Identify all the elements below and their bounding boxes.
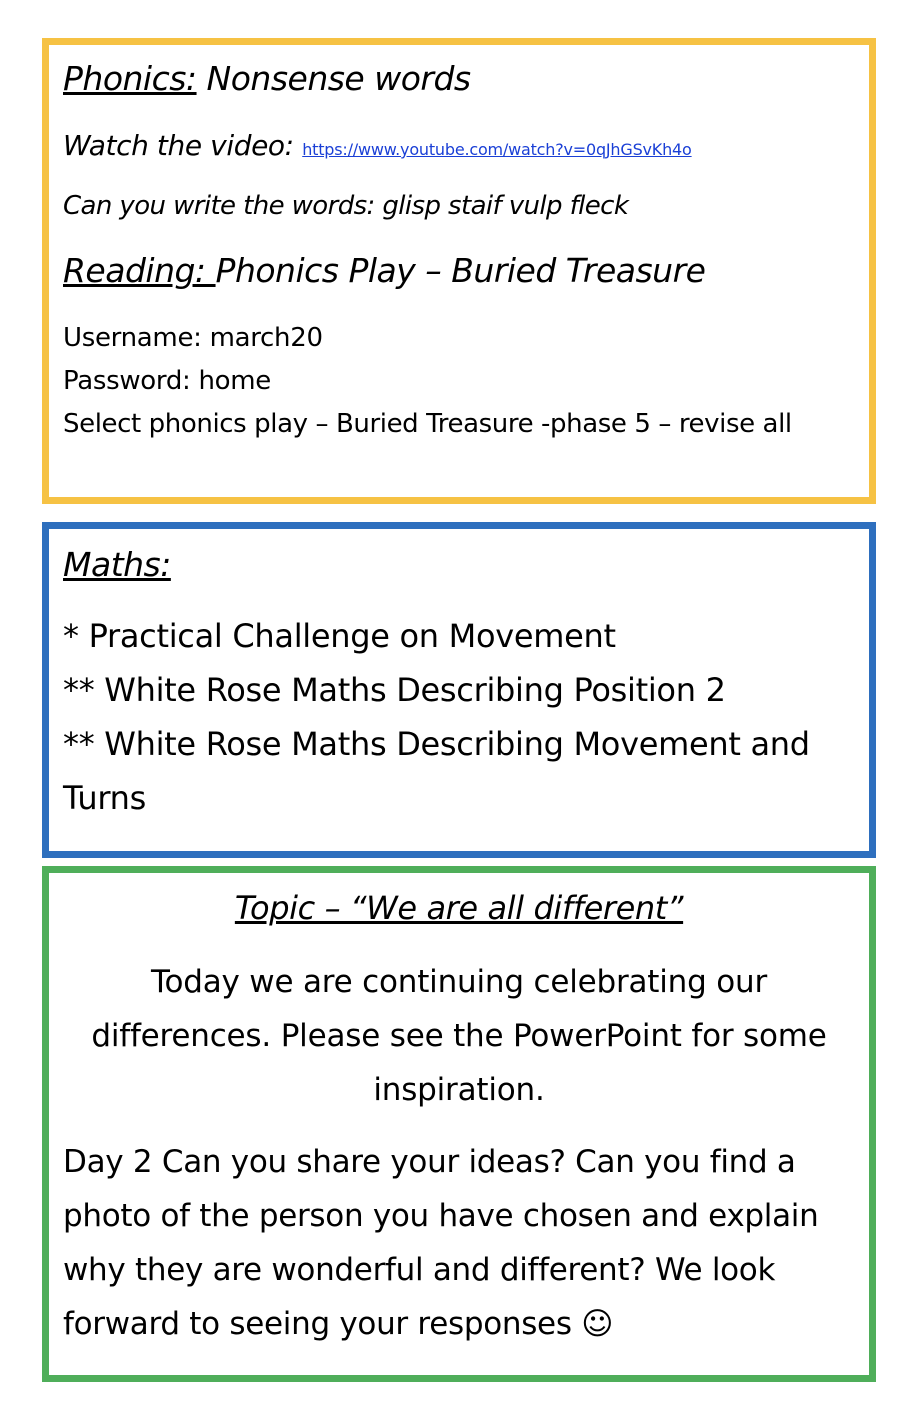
watch-video-label: Watch the video: bbox=[63, 129, 294, 162]
maths-item: Turns bbox=[63, 779, 147, 817]
topic-day-line: why they are wonderful and different? We look bbox=[63, 1252, 776, 1288]
topic-title bbox=[49, 889, 869, 927]
maths-item: ** White Rose Maths Describing Movement and bbox=[63, 725, 810, 763]
reading-heading-label: Reading: bbox=[63, 251, 216, 290]
username-line: Username: march20 bbox=[63, 323, 323, 353]
reading-heading bbox=[63, 251, 705, 290]
write-words-line: Can you write the words: glisp staif vulp fleck bbox=[63, 191, 629, 221]
topic-intro bbox=[49, 955, 869, 1117]
topic-intro-line: differences. Please see the PowerPoint for some bbox=[91, 1018, 827, 1054]
reading-heading-rest: Phonics Play – Buried Treasure bbox=[215, 251, 706, 290]
topic-day-line: Day 2 Can you share your ideas? Can you find a bbox=[63, 1144, 796, 1180]
maths-item: * Practical Challenge on Movement bbox=[63, 617, 616, 655]
topic-day-paragraph bbox=[63, 1135, 853, 1351]
topic-section bbox=[42, 866, 876, 1382]
maths-item: ** White Rose Maths Describing Position 2 bbox=[63, 671, 726, 709]
password-line: Password: home bbox=[63, 366, 271, 396]
topic-title-text: Topic – “We are all different” bbox=[234, 889, 684, 927]
maths-section bbox=[42, 522, 876, 858]
topic-day-line: forward to seeing your responses ☺ bbox=[63, 1306, 614, 1342]
select-instruction-line: Select phonics play – Buried Treasure -phase 5 – revise all bbox=[63, 409, 792, 439]
phonics-heading-rest: Nonsense words bbox=[196, 59, 471, 98]
topic-intro-line: inspiration. bbox=[373, 1072, 545, 1108]
phonics-heading bbox=[63, 59, 471, 98]
topic-intro-line: Today we are continuing celebrating our bbox=[150, 964, 767, 1000]
phonics-heading-label: Phonics: bbox=[63, 59, 197, 98]
phonics-section bbox=[42, 38, 876, 504]
topic-day-line: photo of the person you have chosen and explain bbox=[63, 1198, 819, 1234]
maths-heading: Maths: bbox=[63, 545, 171, 584]
video-link[interactable]: https://www.youtube.com/watch?v=0qJhGSvKh4o bbox=[302, 140, 692, 159]
watch-video-line bbox=[63, 129, 692, 162]
